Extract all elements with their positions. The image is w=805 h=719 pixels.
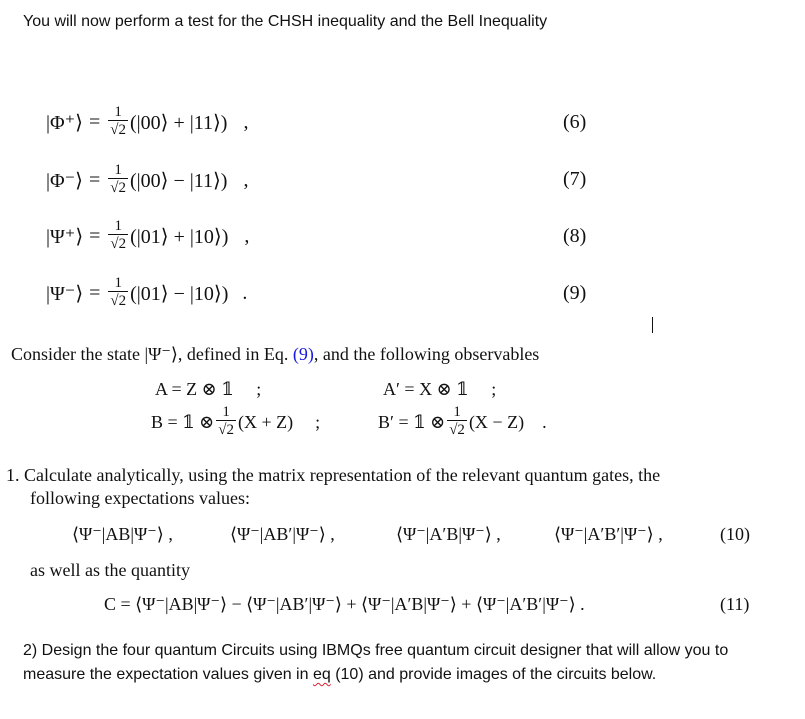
equation-rhs: (|01⟩ + |10⟩) (130, 225, 229, 248)
question2-line2-suffix: (10) and provide images of the circuits below. (330, 666, 657, 683)
equation-reference-link[interactable]: (9) (292, 344, 314, 364)
fraction (108, 219, 128, 253)
separator: ; (315, 411, 321, 432)
equation-punctuation: , (244, 224, 250, 247)
fraction (216, 405, 236, 439)
equals-sign: = (88, 168, 101, 191)
observable-B-prime-prefix: B′ = 𝟙 ⊗ (378, 411, 446, 432)
expectation-AB-prime: ⟨Ψ⁻|AB′|Ψ⁻⟩ , (230, 524, 335, 544)
as-well-text: as well as the quantity (30, 560, 190, 580)
fraction-numerator: 1 (222, 404, 230, 420)
question2-line1: 2) Design the four quantum Circuits using IBMQs free quantum circuit designer that will allow you to (23, 642, 729, 659)
fraction-denominator: √2 (110, 236, 127, 252)
observable-B (151, 405, 320, 439)
fraction-numerator: 1 (114, 218, 123, 234)
equation-number-6: (6) (563, 111, 587, 133)
question1-line1: 1. Calculate analytically, using the matrix representation of the relevant quantum gates, the (6, 465, 661, 485)
equals-sign: = (89, 224, 101, 247)
fraction-denominator: √2 (449, 422, 465, 438)
separator: ; (491, 379, 497, 399)
equation-rhs: (|01⟩ − |10⟩) (130, 282, 229, 305)
expectation-AB: ⟨Ψ⁻|AB|Ψ⁻⟩ , (72, 524, 173, 544)
fraction (108, 163, 128, 197)
end-punctuation: . (542, 411, 547, 432)
equation-number-8: (8) (563, 225, 587, 247)
observable-B-suffix: (X + Z) (238, 411, 294, 432)
equation-lhs: |Φ⁺⟩ (46, 111, 83, 134)
fraction (108, 276, 128, 310)
equation-lhs: |Ψ⁺⟩ (46, 225, 84, 248)
fraction-denominator: √2 (218, 422, 234, 438)
text-cursor (652, 317, 653, 333)
observable-A-prime (383, 379, 496, 400)
consider-suffix: , and the following observables (313, 344, 540, 364)
page-title: You will now perform a test for the CHSH inequality and the Bell Inequality (23, 13, 548, 30)
equation-number-7: (7) (563, 168, 587, 190)
fraction-denominator: √2 (110, 122, 126, 138)
equals-sign: = (88, 110, 101, 133)
equation-number-9: (9) (563, 282, 587, 304)
equation-psi-plus (46, 211, 249, 261)
fraction (108, 105, 128, 139)
equation-number-11: (11) (720, 594, 750, 614)
equation-lhs: |Ψ⁻⟩ (46, 282, 84, 305)
expectation-A-prime-B-prime: ⟨Ψ⁻|A′B′|Ψ⁻⟩ , (554, 524, 663, 544)
question1-line2: following expectations values: (30, 488, 250, 508)
expectation-A-prime-B: ⟨Ψ⁻|A′B|Ψ⁻⟩ , (396, 524, 501, 544)
consider-paragraph (11, 344, 539, 365)
spellcheck-word: eq (312, 666, 331, 683)
equation-phi-minus (46, 155, 248, 205)
fraction (447, 405, 467, 439)
fraction-numerator: 1 (453, 404, 461, 420)
fraction-numerator: 1 (114, 275, 123, 291)
equation-rhs: (|00⟩ + |11⟩) (130, 111, 228, 134)
consider-prefix: Consider the state |Ψ⁻⟩, defined in Eq. (11, 344, 293, 364)
observable-A-prime-text: A′ = X ⊗ 𝟙 (383, 379, 469, 399)
equation-number-10: (10) (720, 524, 750, 544)
fraction-denominator: √2 (110, 293, 127, 309)
equation-punctuation: . (242, 281, 248, 304)
question2-paragraph (23, 639, 783, 687)
observable-A (155, 379, 261, 400)
equation-punctuation: , (243, 168, 249, 191)
equation-lhs: |Φ⁻⟩ (46, 169, 83, 192)
chsh-quantity: C = ⟨Ψ⁻|AB|Ψ⁻⟩ − ⟨Ψ⁻|AB′|Ψ⁻⟩ + ⟨Ψ⁻|A′B|Ψ⁻⟩ + ⟨Ψ⁻|A′B′|Ψ⁻⟩ . (104, 594, 585, 614)
fraction-numerator: 1 (114, 104, 122, 120)
equation-phi-plus (46, 97, 248, 147)
question2-line2-prefix: measure the expectation values given in (23, 666, 313, 683)
question2-line2 (23, 663, 783, 687)
observable-B-prefix: B = 𝟙 ⊗ (151, 411, 215, 432)
equation-rhs: (|00⟩ − |11⟩) (130, 169, 228, 192)
separator: ; (256, 379, 262, 399)
observable-B-prime (378, 405, 547, 439)
equals-sign: = (89, 281, 101, 304)
equation-punctuation: , (243, 110, 249, 133)
fraction-numerator: 1 (114, 162, 122, 178)
equation-psi-minus (46, 268, 247, 318)
observable-A-text: A = Z ⊗ 𝟙 (155, 379, 234, 399)
observable-B-prime-suffix: (X − Z) (468, 411, 525, 432)
fraction-denominator: √2 (110, 180, 126, 196)
